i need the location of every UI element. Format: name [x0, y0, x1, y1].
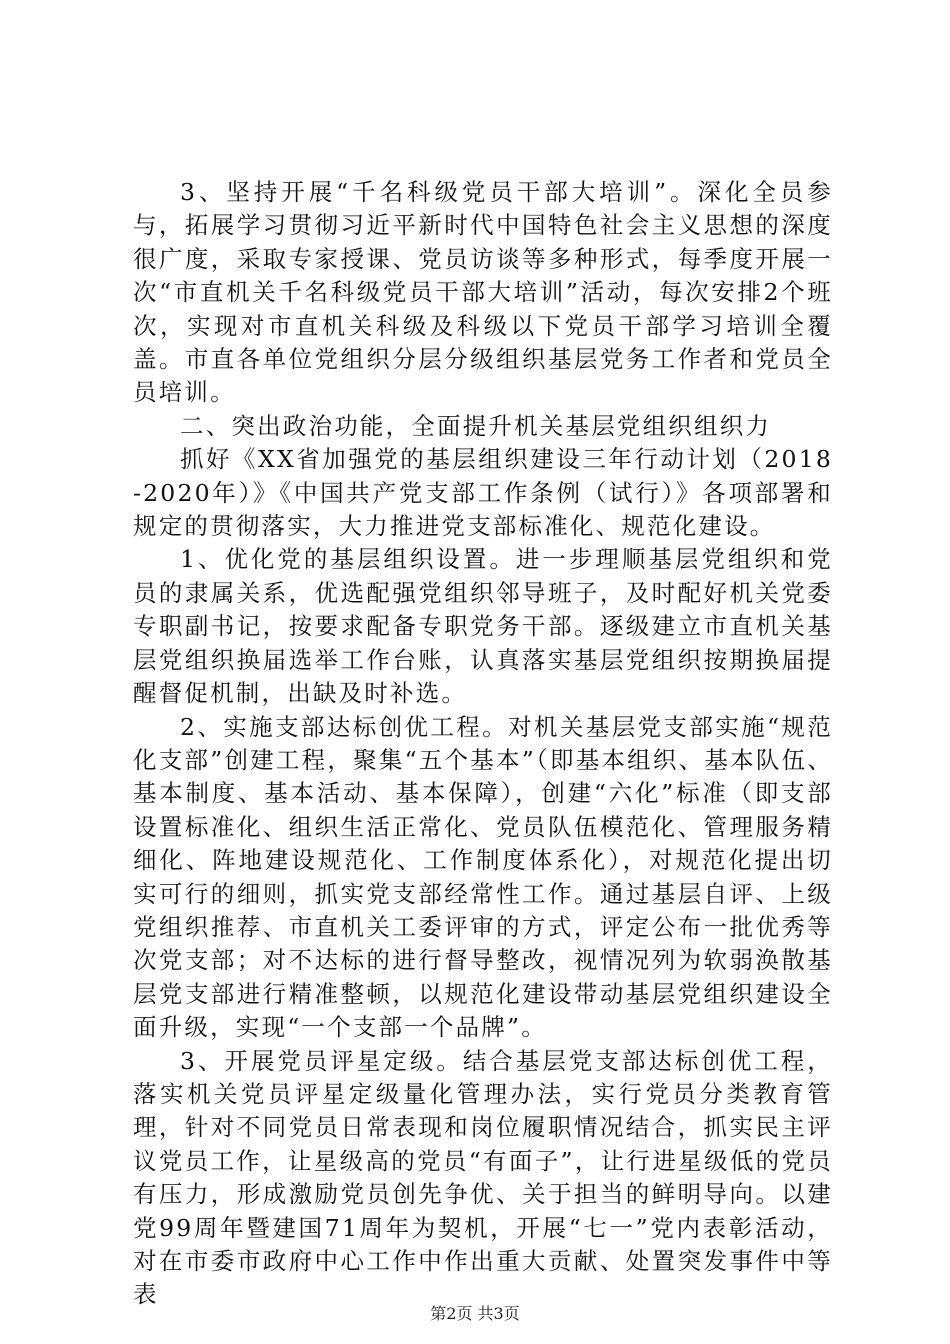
- section-heading: 二、突出政治功能，全面提升机关基层党组织组织力: [180, 411, 772, 440]
- document-body: [133, 176, 833, 1312]
- paragraph-organization: 1、优化党的基层组织设置。进一步理顺基层党组织和党员的隶属关系，优选配强党组织邻导班子，及时配好机关党委专职副书记，按要求配备专职党务干部。逐级建立市直机关基层党组织换届选举工作台账，认真落实基层党组织按期换届提醒督促机制，出缺及时补选。: [133, 545, 833, 708]
- paragraph-branch-standard: 2、实施支部达标创优工程。对机关基层党支部实施“规范化支部”创建工程，聚集“五个基本”（即基本组织、基本队伍、基本制度、基本活动、基本保障），创建“六化”标准（即支部设置标准化、组织生活正常化、党员队伍模范化、管理服务精细化、阵地建设规范化、工作制度体系化），对规范化提出切实可行的细则，抓实党支部经常性工作。通过基层自评、上级党组织推荐、市直机关工委评审的方式，评定公布一批优秀等次党支部；对不达标的进行督导整改，视情况列为软弱涣散基层党支部进行精准整顿，以规范化建设带动基层党组织建设全面升级，实现“一个支部一个品牌”。: [133, 712, 833, 1042]
- paragraph-star-rating: 3、开展党员评星定级。结合基层党支部达标创优工程，落实机关党员评星定级量化管理办法，实行党员分类教育管理，针对不同党员日常表现和岗位履职情况结合，抓实民主评议党员工作，让星级高的党员“有面子”，让行进星级低的党员有压力，形成激励党员创先争优、关于担当的鲜明导向。以建党99周年暨建国71周年为契机，开展“七一”党内表彰活动，对在市委市政府中心工作中作出重大贡献、处置突发事件中等表: [133, 1046, 833, 1309]
- paragraph-training: 3、坚持开展“千名科级党员干部大培训”。深化全员参与，拓展学习贯彻习近平新时代中国特色社会主义思想的深度很广度，采取专家授课、党员访谈等多种形式，每季度开展一次“市直机关千名科级党员干部大培训”活动，每次安排2个班次，实现对市直机关科级及科级以下党员干部学习培训全覆盖。市直各单位党组织分层分级组织基层党务工作者和党员全员培训。: [133, 178, 833, 407]
- page-number: 第2页 共3页: [430, 1304, 520, 1323]
- paragraph-intro: 抓好《XX省加强党的基层组织建设三年行动计划（2018-2020年）》《中国共产党支部工作条例（试行）》各项部署和规定的贯彻落实，大力推进党支部标准化、规范化建设。: [133, 445, 833, 541]
